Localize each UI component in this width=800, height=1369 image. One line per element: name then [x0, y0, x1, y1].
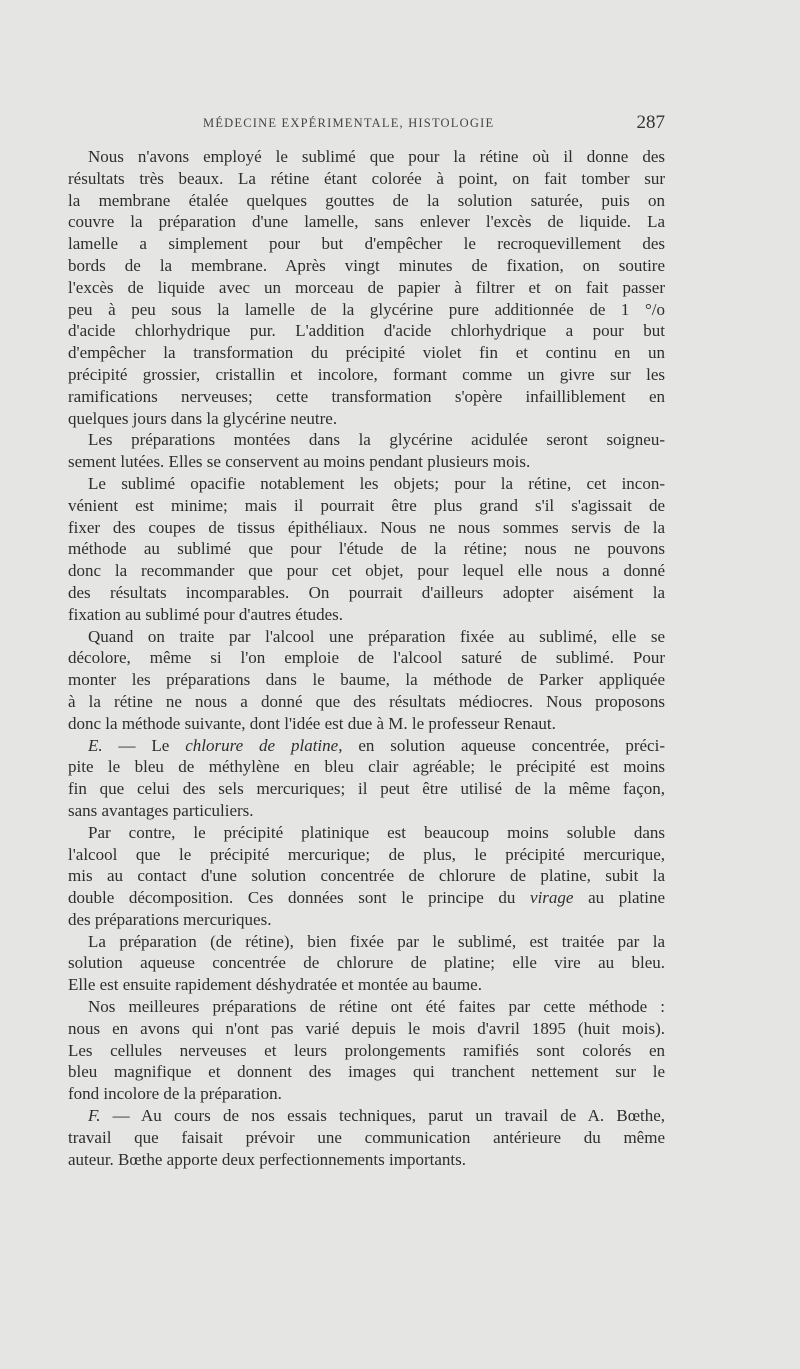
text-line: donc la méthode suivante, dont l'idée est due à M. le professeur Renaut. — [68, 713, 556, 733]
text-line — [68, 1105, 665, 1127]
text-line: méthode au sublimé que pour l'étude de la rétine; nous ne pouvons — [68, 539, 665, 559]
text-line: Nous n'avons employé le sublimé que pour la rétine où il donne des — [88, 147, 665, 166]
paragraph — [68, 626, 665, 735]
text-line: la membrane étalée quelques gouttes de la solution saturée, puis on — [68, 190, 665, 210]
text-line: fixation au sublimé pour d'autres études. — [68, 604, 343, 624]
italic-text: chlorure de platine, — [185, 735, 343, 755]
text-line: décolore, même si l'on emploie de l'alcool saturé de sublimé. Pour — [68, 648, 665, 668]
text-line: fin que celui des sels mercuriques; il peut être utilisé de la même façon, — [68, 779, 665, 799]
text-segment: — Au cours de nos essais techniques, parut un travail de A. Bœthe, — [100, 1106, 665, 1126]
text-segment: au platine — [573, 888, 665, 908]
text-line: mis au contact d'une solution concentrée de chlorure de platine, subit la — [68, 866, 665, 886]
text-line: ramifications nerveuses; cette transformation s'opère infailliblement en — [68, 386, 665, 406]
text-line: Les préparations montées dans la glycérine acidulée seront soigneu- — [88, 430, 665, 450]
paragraph — [68, 473, 665, 626]
paragraph — [68, 931, 665, 996]
text-line: monter les préparations dans le baume, la méthode de Parker appliquée — [68, 670, 665, 690]
text-line: des préparations mercuriques. — [68, 909, 272, 929]
text-line — [68, 735, 665, 757]
text-line: fixer des coupes de tissus épithéliaux. Nous ne nous sommes servis de la — [68, 517, 665, 537]
paragraph — [68, 735, 665, 822]
paragraph — [68, 1105, 665, 1170]
running-head — [68, 114, 665, 136]
text-line: solution aqueuse concentrée de chlorure de platine; elle vire au bleu. — [68, 953, 665, 973]
text-line: vénient est minime; mais il pourrait être plus grand s'il s'agissait de — [68, 495, 665, 515]
text-line: fond incolore de la préparation. — [68, 1084, 282, 1104]
paragraph — [68, 429, 665, 473]
text-line: quelques jours dans la glycérine neutre. — [68, 408, 338, 428]
text-line: l'alcool que le précipité mercurique; de plus, le précipité mercurique, — [68, 844, 665, 864]
text-line — [68, 887, 665, 909]
text-line: peu à peu sous la lamelle de la glycérine pure additionnée de 1 °/o — [68, 299, 665, 319]
text-line: Elle est ensuite rapidement déshydratée et montée au baume. — [68, 975, 482, 995]
italic-text: E. — [88, 735, 103, 755]
running-title: MÉDECINE EXPÉRIMENTALE, HISTOLOGIE — [203, 116, 495, 130]
text-segment: — Le — [102, 735, 186, 755]
paragraph — [68, 822, 665, 931]
text-segment: en solution aqueuse concentrée, préci- — [342, 735, 665, 755]
text-line: sans avantages particuliers. — [68, 800, 254, 820]
text-line: donc la recommander que pour cet objet, pour lequel elle nous a donné — [68, 561, 665, 581]
text-line: à la rétine ne nous a donné que des résultats médiocres. Nous proposons — [68, 691, 665, 711]
text-line: couvre la préparation d'une lamelle, sans enlever l'excès de liquide. La — [68, 212, 665, 232]
text-line: bleu magnifique et donnent des images qui tranchent nettement sur le — [68, 1062, 665, 1082]
paragraph — [68, 996, 665, 1105]
italic-text: virage — [530, 888, 574, 908]
text-line: pite le bleu de méthylène en bleu clair agréable; le précipité est moins — [68, 757, 665, 777]
text-line: Le sublimé opacifie notablement les objets; pour la rétine, cet incon- — [88, 473, 665, 493]
text-segment: double décomposition. Ces données sont le principe du — [68, 888, 531, 908]
text-line: bords de la membrane. Après vingt minutes de fixation, on soutire — [68, 255, 665, 275]
text-line: résultats très beaux. La rétine étant colorée à point, on fait tomber sur — [68, 168, 665, 188]
text-line: Les cellules nerveuses et leurs prolongements ramifiés sont colorés en — [68, 1040, 665, 1060]
italic-text: F. — [88, 1106, 101, 1126]
text-line: nous en avons qui n'ont pas varié depuis le mois d'avril 1895 (huit mois). — [68, 1018, 665, 1038]
text-line: La préparation (de rétine), bien fixée par le sublimé, est traitée par la — [88, 931, 665, 951]
text-line: précipité grossier, cristallin et incolore, formant comme un givre sur les — [68, 364, 665, 384]
text-line: lamelle a simplement pour but d'empêcher le recroquevillement des — [68, 234, 665, 254]
text-line: Quand on traite par l'alcool une préparation fixée au sublimé, elle se — [88, 626, 665, 646]
text-line: d'acide chlorhydrique pur. L'addition d'acide chlorhydrique a pour but — [68, 321, 665, 341]
page-number: 287 — [636, 112, 665, 133]
text-line: l'excès de liquide avec un morceau de papier à filtrer et on fait passer — [68, 277, 665, 297]
text-line: auteur. Bœthe apporte deux perfectionnements importants. — [68, 1149, 466, 1169]
text-line: Nos meilleures préparations de rétine ont été faites par cette méthode : — [88, 997, 665, 1017]
paragraph — [68, 146, 665, 429]
text-line: d'empêcher la transformation du précipité violet fin et continu en un — [68, 343, 665, 363]
text-line: sement lutées. Elles se conservent au moins pendant plusieurs mois. — [68, 452, 531, 472]
body-text — [68, 146, 665, 1170]
text-line: Par contre, le précipité platinique est beaucoup moins soluble dans — [88, 822, 665, 842]
text-line: travail que faisait prévoir une communication antérieure du même — [68, 1127, 665, 1147]
text-line: des résultats incomparables. On pourrait d'ailleurs adopter aisément la — [68, 582, 665, 602]
